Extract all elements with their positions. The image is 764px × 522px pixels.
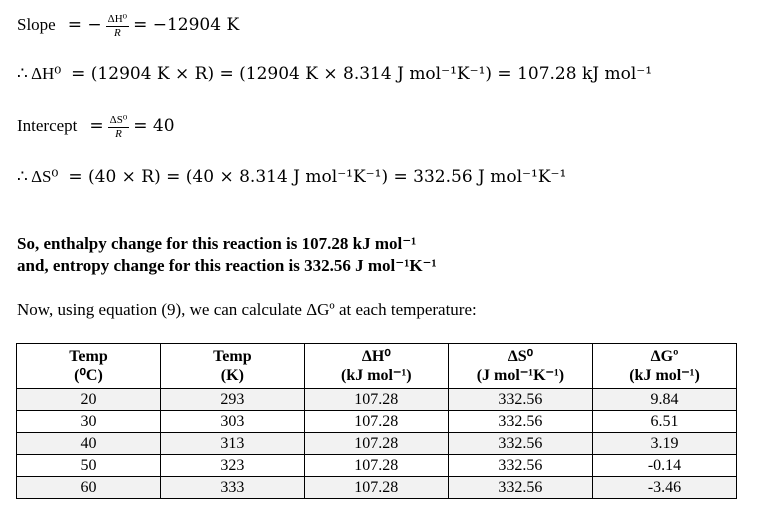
cell-delta-g: 6.51 bbox=[593, 411, 737, 433]
cell-delta-h: 107.28 bbox=[304, 411, 448, 433]
cell-delta-h: 107.28 bbox=[304, 389, 448, 411]
cell-temp-k: 333 bbox=[160, 477, 304, 499]
table-row bbox=[17, 477, 737, 499]
cell-delta-g: -3.46 bbox=[593, 477, 737, 499]
header-delta-s: ΔS⁰ (J mol⁻¹K⁻¹) bbox=[448, 344, 592, 389]
cell-delta-h: 107.28 bbox=[304, 455, 448, 477]
slope-equation bbox=[17, 13, 239, 40]
cell-delta-s: 332.56 bbox=[448, 455, 592, 477]
header-delta-h: ΔH⁰ (kJ mol⁻¹) bbox=[304, 344, 448, 389]
intercept-fraction-denominator: R bbox=[115, 128, 122, 140]
slope-eq-sign: = − bbox=[67, 15, 102, 36]
header-temp-k: Temp (K) bbox=[160, 344, 304, 389]
intercept-fraction-numerator: ΔS⁰ bbox=[109, 114, 128, 126]
slope-fraction-denominator: R bbox=[113, 27, 121, 39]
intercept-equation bbox=[17, 114, 175, 141]
entropy-therefore: ∴ ΔS⁰ bbox=[17, 167, 59, 186]
cell-temp-c: 30 bbox=[17, 411, 161, 433]
cell-temp-k: 303 bbox=[160, 411, 304, 433]
cell-temp-k: 293 bbox=[160, 389, 304, 411]
cell-delta-g: 3.19 bbox=[593, 433, 737, 455]
slope-fraction bbox=[106, 13, 129, 40]
cell-temp-c: 40 bbox=[17, 433, 161, 455]
cell-temp-k: 323 bbox=[160, 455, 304, 477]
cell-temp-c: 60 bbox=[17, 477, 161, 499]
cell-delta-s: 332.56 bbox=[448, 433, 592, 455]
cell-temp-c: 50 bbox=[17, 455, 161, 477]
enthalpy-expression: = (12904 K × R) = (12904 K × 8.314 J mol⁻¹K⁻¹) = 107.28 kJ mol⁻¹ bbox=[71, 64, 653, 84]
cell-delta-s: 332.56 bbox=[448, 477, 592, 499]
header-temp-c: Temp (⁰C) bbox=[17, 344, 161, 389]
entropy-expression: = (40 × R) = (40 × 8.314 J mol⁻¹K⁻¹) = 332.56 J mol⁻¹K⁻¹ bbox=[68, 167, 567, 187]
table-header-row bbox=[17, 344, 737, 389]
summary-entropy: and, entropy change for this reaction is 332.56 J mol⁻¹K⁻¹ bbox=[17, 256, 437, 275]
cell-delta-s: 332.56 bbox=[448, 411, 592, 433]
cell-temp-c: 20 bbox=[17, 389, 161, 411]
table-row bbox=[17, 411, 737, 433]
cell-delta-g: -0.14 bbox=[593, 455, 737, 477]
enthalpy-calculation bbox=[17, 64, 652, 84]
cell-delta-h: 107.28 bbox=[304, 477, 448, 499]
table-row bbox=[17, 455, 737, 477]
slope-value: = −12904 K bbox=[133, 15, 240, 36]
intercept-value: = 40 bbox=[133, 116, 175, 137]
cell-delta-g: 9.84 bbox=[593, 389, 737, 411]
summary-enthalpy: So, enthalpy change for this reaction is 107.28 kJ mol⁻¹ bbox=[17, 234, 417, 253]
table-row bbox=[17, 433, 737, 455]
intercept-label: Intercept bbox=[17, 116, 78, 136]
cell-temp-k: 313 bbox=[160, 433, 304, 455]
intercept-fraction bbox=[108, 114, 130, 141]
table-row bbox=[17, 389, 737, 411]
entropy-calculation bbox=[17, 167, 566, 187]
table-intro: Now, using equation (9), we can calculate ΔGº at each temperature: bbox=[17, 300, 477, 319]
intercept-eq-sign: = bbox=[89, 116, 104, 137]
gibbs-table bbox=[16, 343, 737, 499]
header-delta-g: ΔGº (kJ mol⁻¹) bbox=[593, 344, 737, 389]
cell-delta-s: 332.56 bbox=[448, 389, 592, 411]
slope-fraction-numerator: ΔH⁰ bbox=[107, 13, 128, 25]
enthalpy-therefore: ∴ ΔH⁰ bbox=[17, 64, 62, 83]
slope-label: Slope bbox=[17, 15, 56, 35]
cell-delta-h: 107.28 bbox=[304, 433, 448, 455]
